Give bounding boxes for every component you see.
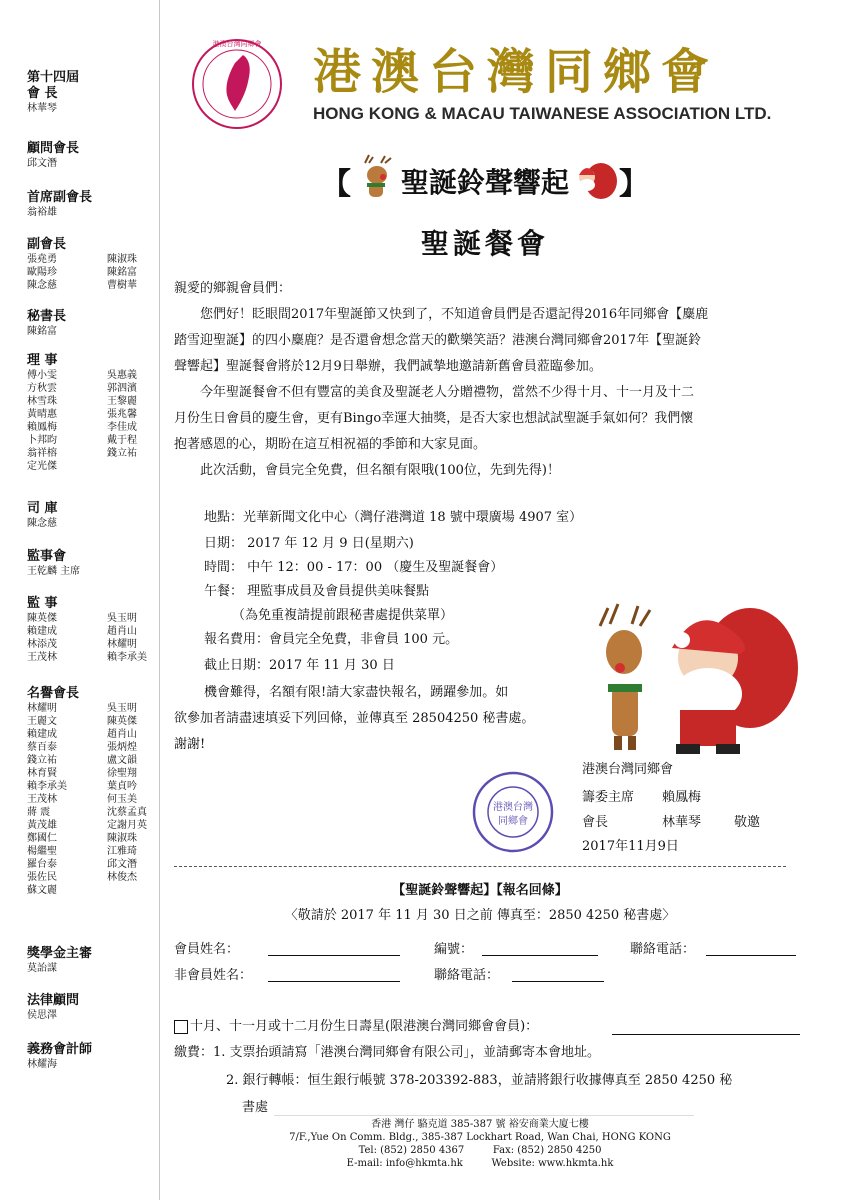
birthday-checkbox-label: 十月、十一月或十二月份生日壽星(限港澳台灣同鄉會會員)： (190, 1019, 539, 1034)
sidebar-group-title: 第十四屆 (27, 70, 80, 85)
santa-reindeer-illustration (590, 598, 800, 760)
sidebar-group (27, 946, 157, 975)
sidebar-member-name: 郭泗濱 (107, 383, 137, 394)
payment-line-2: 2. 銀行轉帳：恒生銀行帳號 378-203392-883，並請將銀行收據傳真至 2850 4250 秘 (226, 1073, 733, 1088)
sidebar-member-name: 陳淑珠 (107, 833, 137, 844)
paragraph-2-line-3: 抱著感恩的心，期盼在這互相祝福的季節和大家見面。 (174, 437, 487, 452)
sidebar-group-title: 首席副會長 (27, 190, 93, 205)
president-name: 林華琴 (662, 815, 702, 830)
sidebar-member-name: 陳英傑 (27, 613, 57, 624)
number-field[interactable] (482, 955, 598, 956)
sidebar-member-name: 王茂林 (27, 652, 57, 663)
greeting: 親愛的鄉親會員們： (174, 281, 292, 296)
sidebar-group-title: 理 事 (27, 353, 58, 368)
sidebar-member-name: 林俊杰 (107, 872, 137, 883)
sidebar-member-name: 陳念慈 (27, 280, 57, 291)
sidebar-member-name: 陳淑珠 (107, 254, 137, 265)
closing-line-3: 謝謝! (174, 737, 206, 752)
sidebar-member-name: 翁祥榕 (27, 448, 57, 459)
sidebar-member-name: 楊繼聖 (27, 846, 57, 857)
event-time: 時間： 中午 12：00 - 17：00 （慶生及聖誕餐會） (204, 560, 504, 575)
sidebar-member-name: 蔣 震 (27, 807, 51, 818)
sidebar-member-grid (27, 702, 157, 897)
footer (174, 1118, 786, 1170)
sidebar-group (27, 993, 157, 1022)
nonmember-name-field[interactable] (268, 981, 400, 982)
cut-line (174, 866, 786, 867)
birthday-checkbox[interactable] (174, 1020, 188, 1034)
birthday-field[interactable] (612, 1034, 800, 1035)
sidebar-member-name: 張佐民 (27, 872, 57, 883)
sidebar-member-name: 林耀海 (27, 1059, 57, 1070)
sidebar-member-name: 陳英傑 (107, 716, 137, 727)
sidebar-group (27, 596, 157, 664)
closing-line-1: 機會難得，名額有限!請大家盡快報名，踴躍參加。如 (204, 685, 509, 700)
signature-org: 港澳台灣同鄉會 (582, 762, 674, 777)
sidebar-group-title: 秘書長 (27, 309, 67, 324)
reply-form-title: 【聖誕鈴聲響起】【報名回條】 (392, 883, 568, 898)
sidebar-group-title: 名譽會長 (27, 686, 80, 701)
sidebar-member-name: 林耀明 (107, 639, 137, 650)
closing-line-2: 欲參加者請盡速填妥下列回條，並傳真至 28504250 秘書處。 (174, 711, 535, 726)
footer-fax: Fax: (852) 2850 4250 (492, 1145, 602, 1156)
sidebar-group (27, 501, 157, 530)
association-seal (471, 770, 555, 858)
sidebar-member-name: 邱文潛 (27, 158, 57, 169)
sidebar-member-name: 賴李承美 (27, 781, 67, 792)
lunch: 午餐： 理監事成員及會員提供美味餐點 (204, 584, 430, 599)
event-title (300, 150, 670, 212)
footer-address-en: 7/F.,Yue On Comm. Bldg., 385-387 Lockhart Road, Wan Chai, HONG KONG (289, 1132, 671, 1143)
sidebar-member-name: 黃晴惠 (27, 409, 57, 420)
sidebar-member-name: 卜邦昀 (27, 435, 57, 446)
sidebar-group-subtitle: 會 長 (27, 86, 58, 101)
sidebar-member-name (107, 460, 157, 473)
association-name-cn: 港澳台灣同鄉會 (313, 44, 720, 100)
payment-line-1: 繳費：1. 支票抬頭請寫「港澳台灣同鄉會有限公司」，並請郵寄本會地址。 (174, 1045, 601, 1060)
sidebar-member-grid (27, 253, 157, 292)
paragraph-2-line-1: 今年聖誕餐會不但有豐富的美食及聖誕老人分贈禮物，當然不少得十月、十一月及十二 (200, 385, 695, 400)
sidebar-member-name: 王茂林 (27, 794, 57, 805)
footer-website[interactable]: Website: www.hkmta.hk (491, 1158, 614, 1169)
sidebar-member-name: 林華琴 (27, 103, 57, 114)
title-bracket-right: 】 (619, 167, 649, 202)
event-date: 日期： 2017 年 12 月 9 日(星期六) (204, 536, 414, 551)
reindeer-icon (351, 153, 401, 210)
sidebar-member-name: 蘇文麗 (27, 885, 57, 896)
footer-address-cn: 香港 灣仔 駱克道 385-387 號 裕安商業大廈七樓 (371, 1119, 589, 1130)
footer-divider (274, 1115, 694, 1116)
number-label: 編號： (434, 942, 474, 957)
sidebar-group (27, 141, 157, 170)
sidebar-member-name: 賴李承美 (107, 652, 147, 663)
sidebar-group (27, 686, 157, 897)
sidebar-member-name: 邱文潛 (107, 859, 137, 870)
sidebar-group (27, 353, 157, 473)
sidebar-member-name: 徐聖翔 (107, 768, 137, 779)
title-main: 聖誕鈴聲響起 (400, 166, 569, 199)
paragraph-1-line-3: 聲響起】聖誕餐會將於12月9日舉辦，我們誠摯地邀請新舊會員蒞臨參加。 (174, 359, 602, 374)
event-subtitle: 聖誕餐會 (420, 227, 549, 260)
seal-center-line-2: 同鄉會 (498, 816, 528, 827)
member-name-label: 會員姓名： (174, 942, 240, 957)
paragraph-3: 此次活動，會員完全免費，但名額有限哦(100位，先到先得)！ (200, 463, 560, 478)
title-bracket-left: 【 (320, 167, 351, 202)
footer-email[interactable]: E-mail: info@hkmta.hk (346, 1158, 463, 1169)
sidebar-group-title: 獎學金主審 (27, 946, 93, 961)
sidebar-member-name: 定謝月英 (107, 820, 147, 831)
president-title: 會長 (582, 815, 609, 830)
sidebar-member-name: 賴建成 (27, 729, 57, 740)
sidebar-member-name: 吳玉明 (107, 613, 137, 624)
svg-text:港澳台灣同鄉會: 港澳台灣同鄉會 (212, 40, 262, 48)
sidebar-group (27, 1042, 157, 1071)
sidebar-member-name: 定光傑 (27, 461, 57, 472)
reply-form-instruction: 〈敬請於 2017 年 11 月 30 日之前 傳真至：2850 4250 秘書處〉 (284, 908, 676, 923)
sidebar-member-name: 何玉美 (107, 794, 137, 805)
lunch-note: （為免重複請提前跟秘書處提供菜單） (232, 608, 454, 623)
nonmember-name-label: 非會員姓名： (174, 968, 253, 983)
santa-small-icon (569, 153, 619, 210)
sidebar-member-name: 趙肖山 (107, 729, 137, 740)
sidebar-member-name: 錢立祐 (27, 755, 57, 766)
signature-date: 2017年11月9日 (582, 839, 679, 854)
sidebar-member-name: 蔡百泰 (27, 742, 57, 753)
sidebar-member-name: 羅台泰 (27, 859, 57, 870)
sidebar-member-name: 王黎麗 (107, 396, 137, 407)
sidebar-member-name: 賴鳳梅 (27, 422, 57, 433)
sidebar-member-name: 傅小雯 (27, 370, 57, 381)
sidebar-member-grid (27, 369, 157, 473)
footer-contact-row-2 (174, 1157, 786, 1170)
venue: 地點：光華新聞文化中心（灣仔港灣道 18 號中環廣場 4907 室） (204, 510, 583, 525)
deadline: 截止日期：2017 年 11 月 30 日 (204, 658, 395, 673)
sidebar-member-name: 吳玉明 (107, 703, 137, 714)
paragraph-2-line-2: 月份生日會員的慶生會，更有Bingo幸運大抽獎，是否大家也想試試聖誕手氣如何？我們懷 (174, 411, 694, 426)
phone-field[interactable] (706, 955, 796, 956)
sidebar-group (27, 237, 157, 292)
sidebar-member-name: 張堯勇 (27, 254, 57, 265)
association-name-en: HONG KONG & MACAU TAIWANESE ASSOCIATION LTD. (313, 104, 772, 123)
seal-center-line-1: 港澳台灣 (493, 802, 533, 813)
sidebar-group (27, 70, 157, 115)
sidebar-member-name: 陳銘富 (107, 267, 137, 278)
payment-line-3: 書處 (242, 1100, 269, 1115)
sidebar-member-name: 林育賢 (27, 768, 57, 779)
sidebar-member-name: 李佳成 (107, 422, 137, 433)
sidebar-member-name: 戴于程 (107, 435, 137, 446)
sidebar-member-name: 吳惠義 (107, 370, 137, 381)
paragraph-1-line-2: 踏雪迎聖誕】的四小麋鹿？是否還會想念當天的歡樂笑語？港澳台灣同鄉會2017年【聖誕鈴 (174, 333, 702, 348)
sidebar-member-name: 沈蔡孟真 (107, 807, 147, 818)
association-logo (187, 37, 287, 136)
taiwan-island-icon (226, 55, 249, 111)
phone-field-2[interactable] (512, 981, 604, 982)
chair-name: 賴鳳梅 (662, 790, 702, 805)
sidebar-group-title: 監 事 (27, 596, 58, 611)
sidebar-member-name: 王乾麟 主席 (27, 566, 81, 577)
member-name-field[interactable] (268, 955, 400, 956)
sidebar-member-name: 鄭國仁 (27, 833, 57, 844)
sidebar-member-name: 王麗文 (27, 716, 57, 727)
footer-tel: Tel: (852) 2850 4367 (358, 1145, 465, 1156)
sidebar-member-name: 賴建成 (27, 626, 57, 637)
sidebar-member-name: 趙肖山 (107, 626, 137, 637)
sidebar-member-name: 葉貞吟 (107, 781, 137, 792)
sidebar-member-name: 翁裕雄 (27, 207, 57, 218)
sidebar-member-name: 方秋雲 (27, 383, 57, 394)
phone-label-2: 聯絡電話： (434, 968, 500, 983)
sidebar-group-title: 副會長 (27, 237, 67, 252)
sidebar-member-name: 錢立祐 (107, 448, 137, 459)
sidebar-group-title: 監事會 (27, 549, 67, 564)
invite-text: 敬邀 (734, 815, 761, 830)
sidebar-group-title: 司 庫 (27, 501, 58, 516)
sidebar-member-name (107, 884, 157, 897)
sidebar-member-name: 黃茂雄 (27, 820, 57, 831)
sidebar-group-title: 顧問會長 (27, 141, 80, 156)
sidebar-member-name: 陳念慈 (27, 518, 57, 529)
sidebar-group-title: 義務會計師 (27, 1042, 93, 1057)
sidebar-member-name: 陳銘富 (27, 326, 57, 337)
sidebar-group (27, 549, 157, 578)
sidebar-member-name: 歐陽珍 (27, 267, 57, 278)
paragraph-1-line-1: 您們好！眨眼間2017年聖誕節又快到了，不知道會員們是否還記得2016年同鄉會【麋鹿 (200, 307, 709, 322)
sidebar-member-name: 盧文韻 (107, 755, 137, 766)
sidebar-member-name: 江雅琦 (107, 846, 137, 857)
sidebar-member-name: 張兆馨 (107, 409, 137, 420)
sidebar-member-name: 莫詒謀 (27, 963, 57, 974)
chair-title: 籌委主席 (582, 790, 635, 805)
sidebar-member-name: 侯思澤 (27, 1010, 57, 1021)
footer-contact-row-1 (174, 1144, 786, 1157)
sidebar-member-name: 林添茂 (27, 639, 57, 650)
officer-sidebar (0, 0, 160, 1200)
sidebar-member-name: 曹樹華 (107, 280, 137, 291)
sidebar-member-name: 張炳煌 (107, 742, 137, 753)
sidebar-member-name: 林雪珠 (27, 396, 57, 407)
fee: 報名費用：會員完全免費，非會員 100 元。 (204, 632, 459, 647)
phone-label: 聯絡電話： (630, 942, 696, 957)
sidebar-member-name: 林耀明 (27, 703, 57, 714)
sidebar-group (27, 309, 157, 338)
sidebar-member-grid (27, 612, 157, 664)
sidebar-group (27, 190, 157, 219)
sidebar-group-title: 法律顧問 (27, 993, 80, 1008)
